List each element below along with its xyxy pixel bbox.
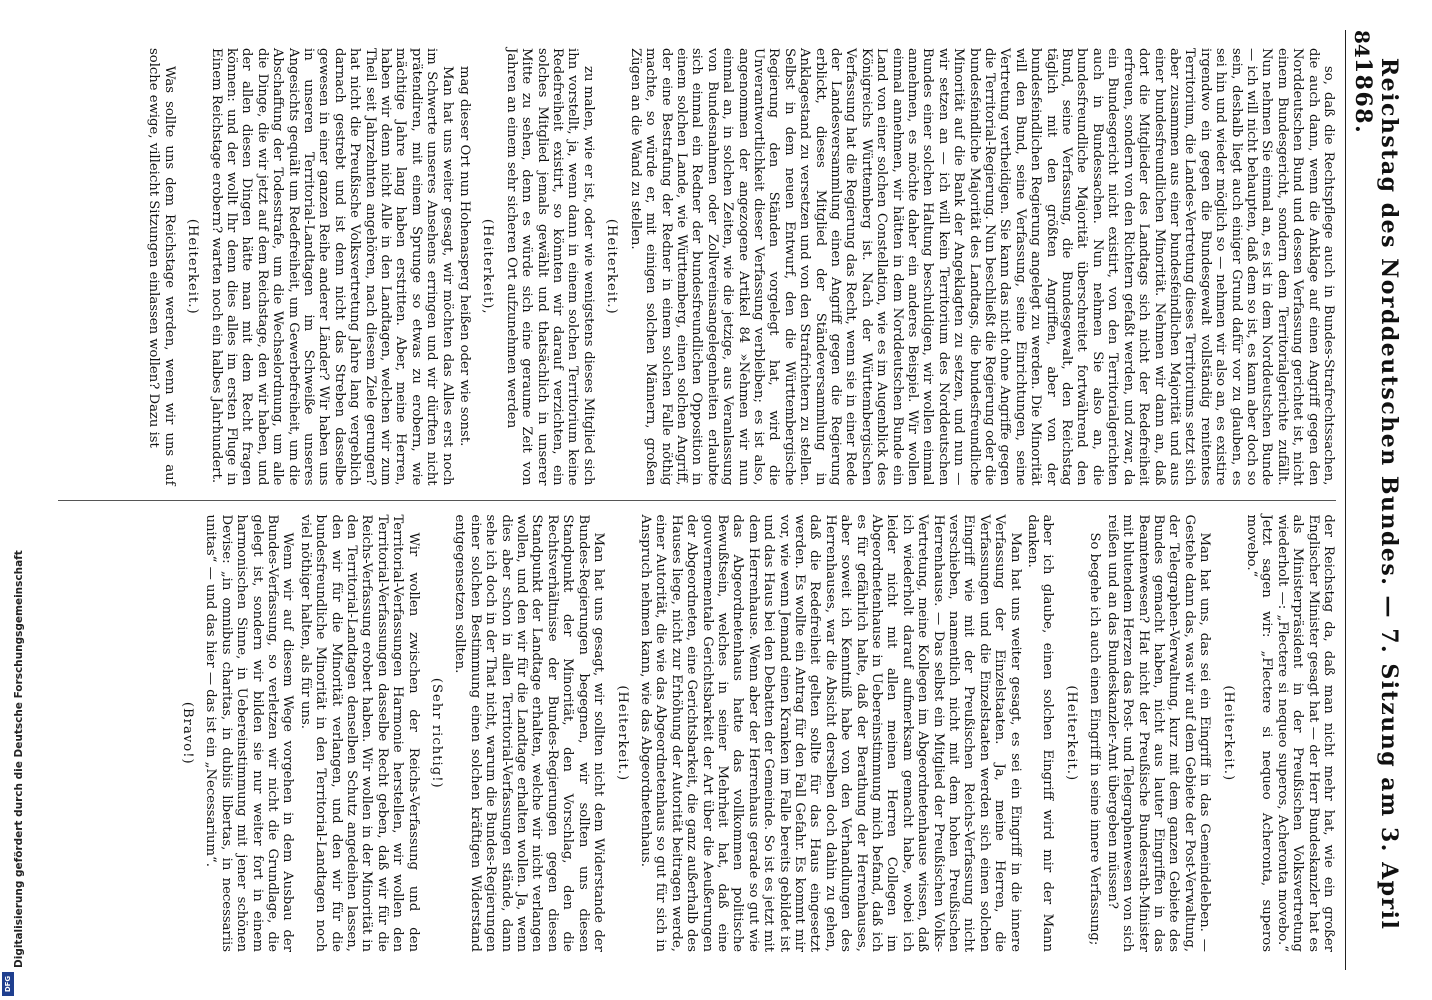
paragraph: Man hat uns gesagt, wir sollten nicht dem Widerstande der Bundes-Regierungen begegnen, wir sollten uns diesen Standpunkt der Minorität, den Vorschlag, den die Rechtsverhältnisse der Bundes-Regierungen gegen diesen Standpunkt der Landtage erhalten, welche wir nicht verlangen wollen, und den wir für die Landtage erhalten wollen. Ja, wenn dies aber schon in allen Territorial-Verfassungen stände, dann sehe ich doch in der That nicht, warum die Bundes-Regierungen einer solchen Bestimmung einen solchen kräftigen Widerstand entgegensetzen sollten. <box>452 514 607 952</box>
page-header <box>1345 30 1402 970</box>
stage-direction: (Heiterkeit.) <box>604 218 620 315</box>
paragraph: Wir wollen zwischen der Reichs-Verfassung und den Territorial-Verfassungen Harmonie herstellen, wir wollen den Territorial-Verfassungen dasselbe Recht geben, daß wir für die Reichs-Verfassung erobert haben. Wir wollen in der Minorität in den Territorial-Landtagen denselben Schutz angedeihen lassen, den wir für die Minorität verlangen, und den wir für die bundesfreundliche Minorität in den Territorial-Landtagen noch viel nöthiger halten, als für uns. <box>297 514 421 952</box>
paragraph: Man hat uns weiter gesagt, es sei ein Eingriff in die innere Verfassung der Einzelstaaten. Ja, meine Herren, die Verfassungen und die Einzelstaaten werden sich einen solchen Eingriff wie mit der Preußischen Reichs-Verfassung nicht verschieben, namentlich nicht mit dem hohen Preußischen Herrenhause. — Das selbst ein Mitglied der Preußischen Volks-Vertretung, meine Kollegen im Abgeordnetenhause wissen, daß ich wiederholt darauf aufmerksam gemacht habe, wobei ich leider nicht mit allen meinen Herren Collegen im Abgeordnetenhause in Uebereinstimmung mich befand, daß ich es für gefährlich halte, daß der Berathung der Herrenhauses, aber soweit ich Kenntniß habe von den Verhandlungen des Herrenhauses, war die Absicht derselben doch dahin zu gehen, daß die Redefreiheit gelten sollte für das Haus eingesetzt werden. Es wollte ein Antrag für den Fall Gefahr. Es kommt mir vor, wie wenn Jemand einen Kranken im Falle bereits gebildet ist und das Haus bei den Debatten der Gemeinde. So ist es jetzt mit dem Herrenhause. Wenn aber der Herrenhaus gerade so gut wie das Abgeordnetenhaus hatte das vollkommen politische Bewußtsein, welches in seiner Mehrheit hat, daß eine gouvernementale Gerichtsbarkeit der Art über die Aeußerungen der Abgeordneten, eine Gerichtsbarkeit, die ganz außerhalb des Hauses liege, nicht zur Erhöhung der Autorität beitragen werde, einer Autorität, die wie das Abgeordnetenhaus so gut für sich in Anspruch nehmen kann, wie das Abgeordnetenhaus. <box>637 514 1023 952</box>
digitization-credit: Digitalisierung gefördert durch die Deutsche Forschungsgemeinschaft <box>13 550 25 968</box>
paragraph: mag dieser Ort nun Hohenasperg heißen oder wie sonst. <box>457 66 473 447</box>
column-left <box>58 34 1336 500</box>
digitization-credit-strip <box>0 0 25 1000</box>
paragraph: der Reichstag da, daß man nicht mehr hat, wie ein großer Englischer Minister gesagt hat — der Herr Bundeskanzler hat es als Ministerpräsident in der Preußischen Volksvertretung wiederholt —: „Flectere si nequeo superos, Acheronta movebo.“ Jetzt sagen wir: „Flectere si nequeo Acheronta, superos movebo.“ <box>1243 514 1336 952</box>
paragraph: Man hat uns weiter gesagt, wir möchten das Alles erst noch im Schwerte unseres Ansehens erringen und wir dürften nicht prätendiren, mit einem Sprunge so etwas zu erobern, wie mächtige Jahre lang haben erstritten. Aber, meine Herren, haben wir denn nicht Alle in den Landtagen, welchen wir zum Theil seit Jahrzehnten angehören, nach diesem Ziele gerungen? hat nicht die Preußische Volksvertretung Jahre lang vergeblich darnach gestrebt und ist denn nicht das Streben dasselbe gewesen in einer ganzen Reihe anderer Länder? Wir haben uns in unseren Territorial-Landtagen im Schweiße unseres Angesichts gequält um Redefreiheit, um Gewerbefreiheit, um die Abschaffung der Todesstrafe, um die Wechselordnung, um alle die Dinge, die wir jetzt auf dem Reichstage, den wir haben, und der allen diesen Dingen hätte man mit dem Recht fragen können: und der wollt Ihr denn dies alles im ersten Fluge in Einem Reichstage erobern? warten noch ein halbes Jahrhundert. <box>208 48 455 486</box>
stage-direction: (Sehr richtig!) <box>429 677 445 789</box>
stage-direction: (Heiterkeit.) <box>614 685 630 782</box>
paragraph: aber ich glaube, einen solchen Eingriff wird mir der Mann danken. <box>1025 514 1056 952</box>
stage-direction: (Heiterkeit), <box>480 218 496 315</box>
stage-direction: (Bravo!) <box>179 701 195 765</box>
stage-direction: (Heiterkeit.) <box>185 218 201 315</box>
stage-direction: (Heiterkeit.) <box>1220 685 1236 782</box>
column-right <box>58 500 1336 967</box>
running-head: Reichstag des Norddeutschen Bundes. — 7. Sitzung am 3. April 1868. <box>1350 57 1402 931</box>
text-columns <box>58 34 1336 966</box>
page-number: 84 <box>1350 30 1374 58</box>
document-page <box>18 0 1418 1000</box>
paragraph: zu malen, wie er ist, oder wie wenigstens dieses Mitglied sich ihn vorstellt, ja, wenn dann in einem solchen Territorium keine Redefreiheit existirt, so könnten wir darauf verzichten, ein solches Mitglied jemals gewählt und thatsächlich in unserer Mitte zu sehen, denn es würde sich eine geraume Zeit von Jahren an einem sehr sicheren Ort aufzunehmen werden <box>503 48 596 486</box>
paragraph: Was sollte uns dem Reichstage werden, wenn wir uns auf solche ewige, villeicht Sitzungen einlassen wollen? Dazu ist <box>146 48 177 486</box>
paragraph: So begehe ich auch einen Eingriff in seine innere Verfassung; <box>1087 532 1103 946</box>
paragraph: so, daß die Rechtspflege auch in Bundes-Strafrechtssachen, die auch dann, wenn die Anklage auf einen Angriff gegen den Norddeutschen Bund und dessen Verfassung gerichtet ist, nicht einem Bundesgericht, sondern dem Territorialgerichte zufällt. Nun nehmen Sie einmal an, es ist in dem Norddeutschen Bunde — ich will nicht behaupten, daß dem so ist, es kann aber doch so sein, deshalb liegt auch einiger Grund dafür vor zu glauben, es sei hin und wieder möglich so — nehmen wir also an, es existire irgendwo ein gegen die Bundesgewalt vollständig renitentes Territorium, die Landes-Vertretung dieses Territoriums setzt sich aber zusammen aus einer bundesfeindlichen Majorität und aus einer bundesfreundlichen Minorität. Nehmen wir dann an, daß dort die Mitglieder des Landtags sich nicht der Redefreiheit erfreuen, sondern von den Richtern gefaßt werden, und zwar, da ein Bundesgericht nicht existirt, von den Territorialgerichten auch in Bundessachen. Nun nehmen Sie also an, die bundesfreundliche Majorität überschreitet fortwährend den Bund, seine Verfassung, die Bundesgewalt, den Reichstag täglich mit den größten Angriffen, aber von der bundesfeindlichen Regierung angelegt zu werden. Die Minorität will den Bund, seine Verfassung, seine Einrichtungen, seine Vertretung vertheidigen. Sie kann das nicht ohne Angriffe gegen die Territorial-Regierung. Nun beschließt die Regierung oder die bundesfeindliche Majorität des Landtags, die bundesfreundliche Minorität auf die Bank der Angeklagten zu setzen, und nun — wir setzen an — ich will kein Territorium des Norddeutschen Bundes einer solchen Haltung beschuldigen, wir wollen einmal annehmen, es möchte daher ein anderes Beispiel. Wir wollen einmal annehmen, wir hätten in dem Norddeutschen Bunde ein Land von einer solchen Constellation, wie es im Augenblick des Königreichs Württemberg ist. Nach der Württembergischen Verfassung hat die Regierung das Recht, wenn sie in einer Rede der Landesversammlung einen Angriff gegen die Regierung erblickt, dieses Mitglied der Ständeversammlung in Anklagestand zu versetzen und von den Strafrichtern zu stellen. Selbst in dem neuen Entwurf, den die Württembergische Regierung den Ständen vorgelegt hat, wird die Unverantwortlichkeit dieser Verfassung verbleiben; es ist also, angenommen der angezogene Artikel 84 »Nehmen wir nun einmal an, in solchen Zeiten, wie die jetzige, aus Veranlassung von Bundesnahmen oder Zollvereinsangelegenheiten erlaubte sich einmal ein Redner der bundesfreundlichen Opposition in einem solchen Lande, wie Württemberg, einen solchen Angriff, der eine Bestrafung der Redner in einem solchen Falle nöthig machte, so würde er, mit einigen solchen Männern, großen Zügen an die Wand zu stellen. <box>627 48 1336 486</box>
dfg-logo <box>2 972 14 996</box>
dfg-logo-text: DFG <box>4 975 12 993</box>
paragraph: Man hat uns, das sei ein Eingriff in das Gemeindeleben. — Gestehe dann das, was wir auf dem Gebiete der Post-Verwaltung, der Telegraphen-Verwaltung, kurz mit dem ganzen Gebiete des Bundes gemacht haben, nicht aus lauter Eingriffen in das Beamtenwesen? Hat nicht der Preußische Bundesrath-Minister mit blutendem Herzen das Post- und Telegraphenwesen von sich reißen und an das Bundeskanzler-Amt übergeben müssen? <box>1104 514 1213 953</box>
stage-direction: (Heiterkeit.) <box>1063 685 1079 782</box>
paragraph: Wenn wir auf diesem Wege vorgehen in dem Ausbau der Bundes-Verfassung, so verletzen wir nicht die Grundlage, die gelegt ist, sondern wir bilden sie nur weiter fort in einem harmonischen Sinne, in Uebereinstimmung mit jener schönen Devise: „in omnibus charitas, in dubiis libertas, in necessariis unitas“ — und das hier — das ist ein „Necessarium“. <box>203 514 296 952</box>
